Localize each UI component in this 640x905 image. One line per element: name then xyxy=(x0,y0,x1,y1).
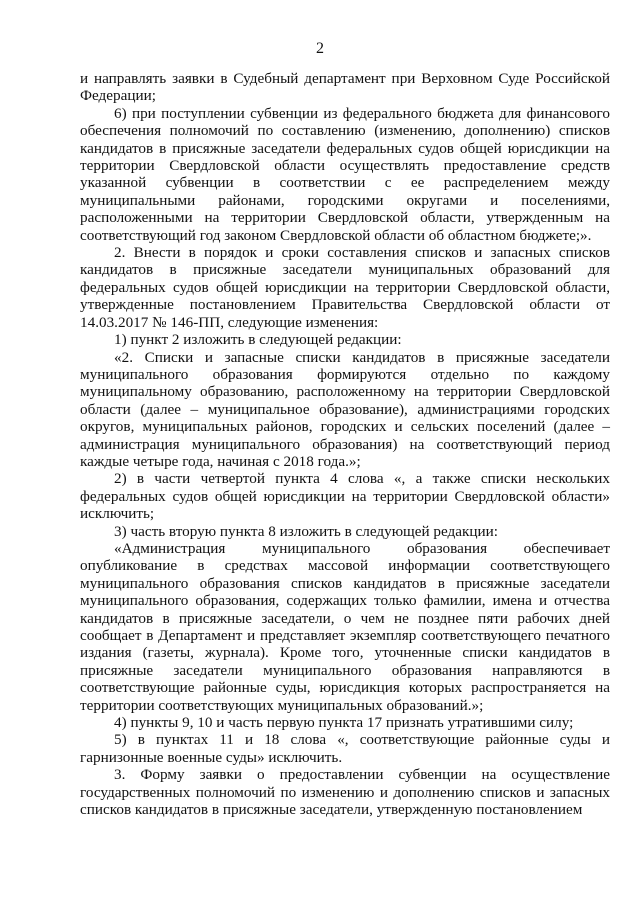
page-number: 2 xyxy=(316,40,324,57)
paragraph-quote-administration: «Администрация муниципального образования обеспечивает опубликование в средствах массовой информации соответствующего муниципального образования списков кандидатов в присяжные заседатели муниципального образования, содержащих только фамилии, имена и отчества кандидатов в присяжные заседатели, о чем не позднее пяти рабочих дней сообщает в Департамент и представляет экземпляр соответствующего печатного издания (газеты, журнала). Кроме того, уточненные списки кандидатов в присяжные заседатели муниципального образования направляются в соответствующие районные суды, юрисдикция которых распространяется на территории соответствующих муниципальных образований.»; xyxy=(80,539,610,714)
paragraph-continuation: и направлять заявки в Судебный департамент при Верховном Суде Российской Федерации; xyxy=(80,70,610,105)
paragraph-subitem-4: 4) пункты 9, 10 и часть первую пункта 17 признать утратившими силу; xyxy=(114,714,574,732)
paragraph-subitem-5: 5) в пунктах 11 и 18 слова «, соответствующие районные суды и гарнизонные военные суды» исключить. xyxy=(80,731,610,766)
paragraph-subitem-2: 2) в части четвертой пункта 4 слова «, а также списки нескольких федеральных судов общей юрисдикции на территории Свердловской области» исключить; xyxy=(80,470,610,523)
document-body xyxy=(80,70,610,818)
paragraph-quote-point-2: «2. Списки и запасные списки кандидатов в присяжные заседатели муниципального образования формируются отдельно по каждому муниципальному образованию, расположенному на территории Свердловской области (далее – муниципальное образование), администрациями городских округов, муниципальных районов, городских и сельских поселений (далее – администрация муниципального образования) на соответствующий период каждые четыре года, начиная с 2018 года.»; xyxy=(80,348,610,470)
paragraph-point-3: 3. Форму заявки о предоставлении субвенции на осуществление государственных полномочий по изменению и дополнению списков и запасных списков кандидатов в присяжные заседатели, утвержденную постановлением xyxy=(80,766,610,819)
paragraph-item-6: 6) при поступлении субвенции из федерального бюджета для финансового обеспечения полномочий по составлению (изменению, дополнению) списков кандидатов в присяжные заседатели федеральных судов общей юрисдикции на территории Свердловской области осуществлять предоставление средств указанной субвенции в соответствии с ее распределением между муниципальными районами, городскими округами и поселениями, расположенными на территории Свердловской области, утвержденным на соответствующий год законом Свердловской области об областном бюджете;». xyxy=(80,104,610,244)
paragraph-subitem-1: 1) пункт 2 изложить в следующей редакции: xyxy=(114,331,402,349)
paragraph-point-2: 2. Внести в порядок и сроки составления списков и запасных списков кандидатов в присяжные заседатели муниципальных образований для федеральных судов общей юрисдикции на территории Свердловской области, утвержденные постановлением Правительства Свердловской области от 14.03.2017 № 146-ПП, следующие изменения: xyxy=(80,244,610,331)
paragraph-subitem-3: 3) часть вторую пункта 8 изложить в следующей редакции: xyxy=(114,522,499,540)
